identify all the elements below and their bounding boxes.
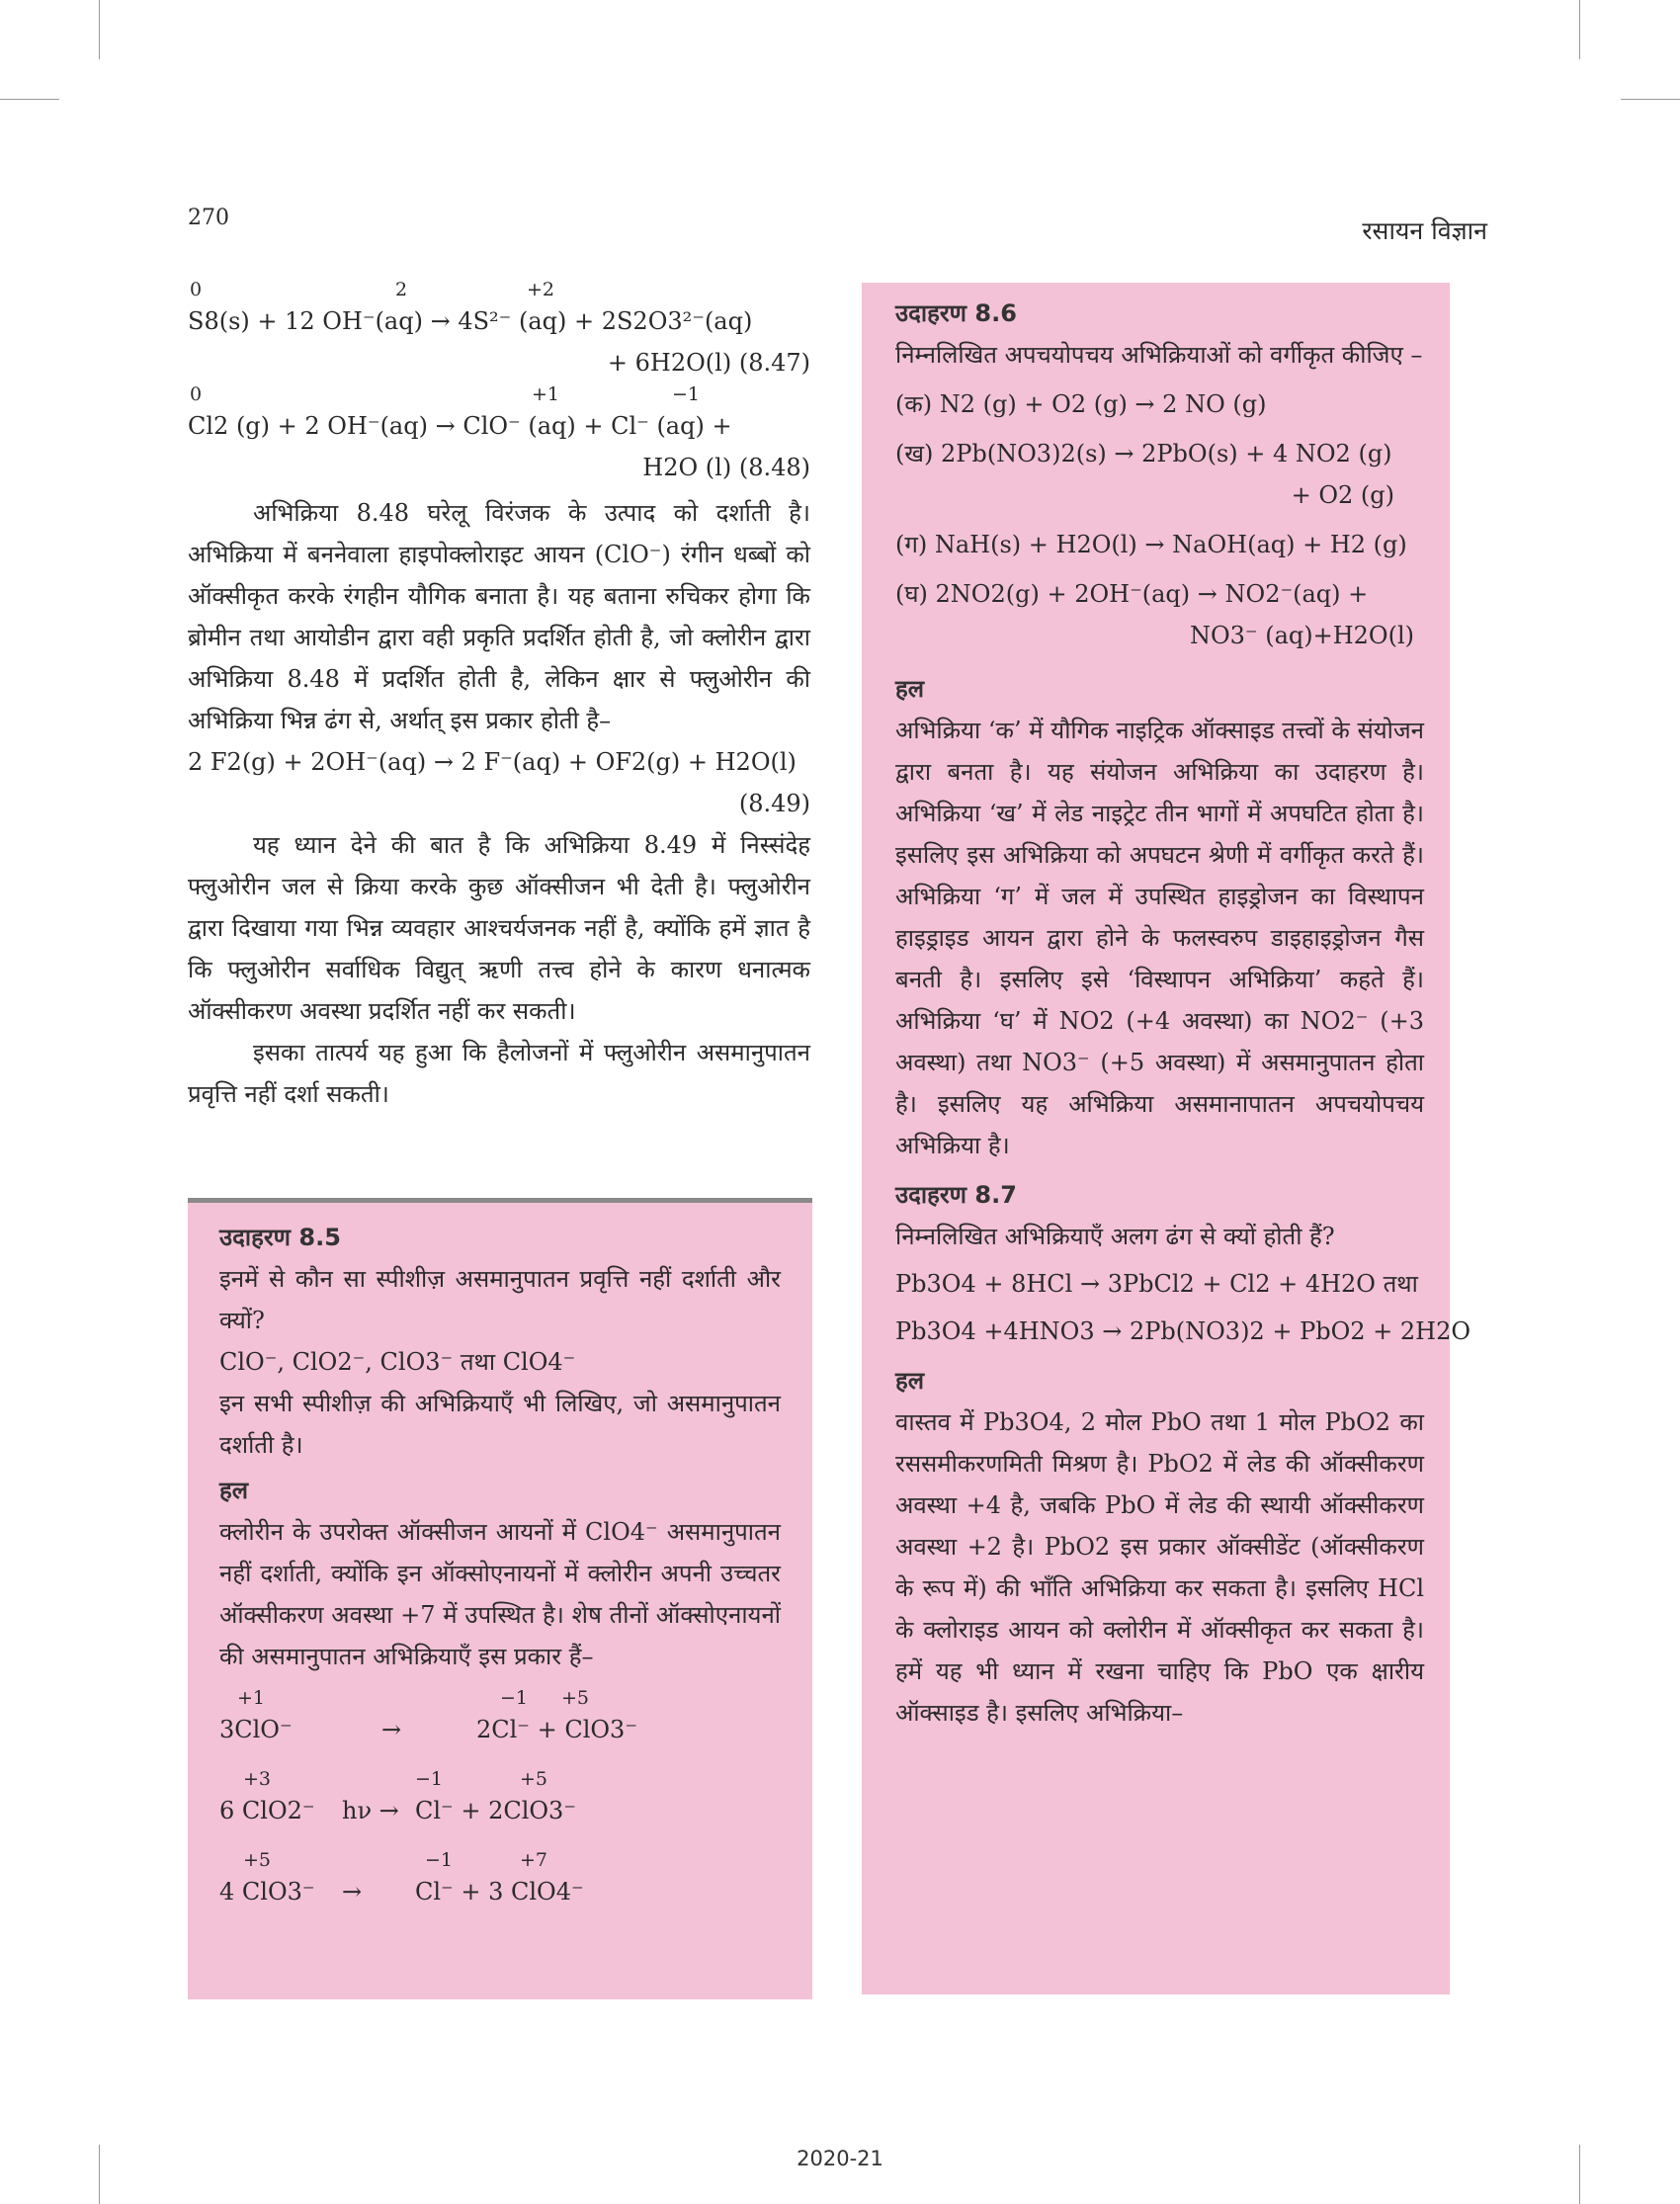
ox-state: +1	[237, 1687, 266, 1709]
footer-year: 2020-21	[797, 2147, 883, 2170]
ox-state: −1	[672, 383, 701, 405]
example-box-8-5	[188, 1198, 812, 1999]
ox-state: 0	[190, 279, 203, 300]
paragraph: यह ध्यान देने की बात है कि अभिक्रिया 8.49 में निस्संदेह फ्लुओरीन जल से क्रिया करके कुछ ऑक्सीजन भी देती है। फ्लुओरीन द्वारा दिखाया गया भिन्न व्यवहार आश्चर्यजनक नहीं है, क्योंकि हमें ज्ञात है कि फ्लुओरीन सर्वाधिक विद्युत् ऋणी तत्त्व होने के कारण धनात्मक ऑक्सीकरण अवस्था प्रदर्शित नहीं कर सकती।	[188, 831, 810, 1025]
reaction-lhs: 4 ClO3⁻	[219, 1878, 315, 1906]
reaction-arrow: hν →	[342, 1797, 399, 1824]
equation-8-49: 2 F2(g) + 2OH⁻(aq) → 2 F⁻(aq) + OF2(g) + H2O(l)	[188, 748, 797, 776]
reaction-row	[219, 1677, 781, 1758]
species-list: ClO⁻, ClO2⁻, ClO3⁻ तथा ClO4⁻	[219, 1348, 576, 1376]
reaction-rhs: 2Cl⁻ + ClO3⁻	[476, 1716, 637, 1743]
ox-state: +1	[532, 383, 560, 405]
example-question: निम्नलिखित अभिक्रियाएँ अलग ढंग से क्यों होती हैं?	[895, 1223, 1335, 1250]
ox-state: +2	[527, 279, 555, 300]
paragraph: इसका तात्पर्य यह हुआ कि हैलोजनों में फ्लुओरीन असमानुपातन प्रवृत्ति नहीं दर्शा सकती।	[188, 1039, 810, 1108]
equation-8-47	[188, 279, 810, 383]
reaction-arrow: →	[381, 1716, 402, 1743]
ox-state: +7	[520, 1849, 548, 1871]
reaction-arrow: →	[342, 1878, 363, 1906]
reaction-row	[219, 1839, 781, 1920]
example-question: निम्नलिखित अपचयोपचय अभिक्रियाओं को वर्गीकृत कीजिए –	[895, 341, 1423, 369]
ox-state: 0	[190, 383, 203, 405]
reaction-ga: (ग) NaH(s) + H2O(l) → NaOH(aq) + H2 (g)	[895, 531, 1407, 558]
ox-state: +5	[561, 1687, 590, 1709]
ox-state: +5	[243, 1849, 272, 1871]
reaction-lhs: 6 ClO2⁻	[219, 1797, 315, 1824]
example-title: उदाहरण 8.6	[895, 299, 1017, 327]
ox-state: −1	[415, 1768, 444, 1790]
crop-mark	[0, 99, 59, 100]
solution-text: अभिक्रिया ‘क’ में यौगिक नाइट्रिक ऑक्साइड तत्त्वों के संयोजन द्वारा बनता है। यह संयोजन अभिक्रिया का उदाहरण है। अभिक्रिया ‘ख’ में लेड नाइट्रेट तीन भागों में अपघटित होता है। इसलिए इस अभिक्रिया को अपघटन श्रेणी में वर्गीकृत करते हैं। अभिक्रिया ‘ग’ में जल में उपस्थित हाइड्रोजन का विस्थापन हाइड्राइड आयन द्वारा होने के फलस्वरुप डाइहाइड्रोजन गैस बनती है। इसलिए इसे ‘विस्थापन अभिक्रिया’ कहते हैं। अभिक्रिया ‘घ’ में NO2 (+4 अवस्था) का NO2⁻ (+3 अवस्था) तथा NO3⁻ (+5 अवस्था) में असमानुपातन होता है। इसलिए यह अभिक्रिया असमानापातन अपचयोपचय अभिक्रिया है।	[895, 717, 1424, 1159]
equation-8-48	[188, 383, 810, 488]
solution-text: वास्तव में Pb3O4, 2 मोल PbO तथा 1 मोल PbO2 का रससमीकरणमिती मिश्रण है। PbO2 में लेड की ऑक्सीकरण अवस्था +4 है, जबकि PbO में लेड की स्थायी ऑक्सीकरण अवस्था +2 है। PbO2 इस प्रकार ऑक्सीडेंट (ऑक्सीकरण के रूप में) की भाँति अभिक्रिया कर सकता है। इसलिए HCl के क्लोराइड आयन को क्लोरीन में ऑक्सीकृत कर सकता है। हमें यह भी ध्यान में रखना चाहिए कि PbO एक क्षारीय ऑक्साइड है। इसलिए अभिक्रिया–	[895, 1408, 1424, 1727]
reaction-rhs: Cl⁻ + 3 ClO4⁻	[415, 1878, 584, 1906]
equation-line: S8(s) + 12 OH⁻(aq) → 4S²⁻ (aq) + 2S2O3²⁻(aq)	[188, 307, 753, 335]
crop-mark	[1579, 0, 1580, 59]
page-number: 270	[188, 206, 229, 230]
crop-mark	[99, 0, 100, 59]
solution-label: हल	[895, 1367, 925, 1395]
reaction-row	[219, 1758, 781, 1839]
reaction-ka: (क) N2 (g) + O2 (g) → 2 NO (g)	[895, 390, 1267, 418]
crop-mark	[1621, 99, 1680, 100]
example-question: इन सभी स्पीशीज़ की अभिक्रियाएँ भी लिखिए, जो असमानुपातन दर्शाती है।	[219, 1390, 781, 1459]
equation-line: H2O (l) (8.48)	[642, 454, 810, 481]
reaction-gha-cont: NO3⁻ (aq)+H2O(l)	[1189, 622, 1414, 649]
reaction-line: Pb3O4 + 8HCl → 3PbCl2 + Cl2 + 4H2O तथा	[895, 1270, 1418, 1298]
paragraph: अभिक्रिया 8.48 घरेलू विरंजक के उत्पाद को दर्शाती है। अभिक्रिया में बननेवाला हाइपोक्लोराइट आयन (ClO⁻) रंगीन धब्बों को ऑक्सीकृत करके रंगहीन यौगिक बनाता है। यह बताना रुचिकर होगा कि ब्रोमीन तथा आयोडीन द्वारा वही प्रकृति प्रदर्शित होती है, जो क्लोरीन द्वारा अभिक्रिया 8.48 में प्रदर्शित होती है, लेकिन क्षार से फ्लुओरीन की अभिक्रिया भिन्न ढंग से, अर्थात् इस प्रकार होती है–	[188, 499, 810, 734]
ox-state: +3	[243, 1768, 272, 1790]
reaction-kha: (ख) 2Pb(NO3)2(s) → 2PbO(s) + 4 NO2 (g)	[895, 440, 1392, 467]
example-box-8-6-8-7	[862, 283, 1471, 1994]
ox-state: −1	[500, 1687, 529, 1709]
ox-state: 2	[395, 279, 408, 300]
ox-state: −1	[425, 1849, 454, 1871]
solution-label: हल	[219, 1477, 249, 1504]
reaction-line: Pb3O4 +4HNO3 → 2Pb(NO3)2 + PbO2 + 2H2O	[895, 1317, 1471, 1345]
solution-label: हल	[895, 675, 925, 703]
reaction-rhs: Cl⁻ + 2ClO3⁻	[415, 1797, 576, 1824]
example-title: उदाहरण 8.7	[895, 1181, 1017, 1209]
equation-line: Cl2 (g) + 2 OH⁻(aq) → ClO⁻ (aq) + Cl⁻ (aq) +	[188, 412, 732, 440]
reaction-kha-cont: + O2 (g)	[1291, 481, 1394, 509]
equation-number: (8.49)	[738, 790, 810, 817]
example-title: उदाहरण 8.5	[219, 1224, 341, 1251]
solution-text: क्लोरीन के उपरोक्त ऑक्सीजन आयनों में ClO4⁻ असमानुपातन नहीं दर्शाती, क्योंकि इन ऑक्सोएनायनों में क्लोरीन अपनी उच्चतर ऑक्सीकरण अवस्था +7 में उपस्थित है। शेष तीनों ऑक्सोएनायनों की असमानुपातन अभिक्रियाएँ इस प्रकार हैं–	[219, 1518, 781, 1670]
left-column	[188, 279, 810, 1115]
example-question: इनमें से कौन सा स्पीशीज़ असमानुपातन प्रवृत्ति नहीं दर्शाती और क्यों?	[219, 1265, 781, 1334]
reaction-gha: (घ) 2NO2(g) + 2OH⁻(aq) → NO2⁻(aq) +	[895, 580, 1369, 608]
reaction-lhs: 3ClO⁻	[219, 1716, 293, 1743]
equation-line: + 6H2O(l) (8.47)	[607, 349, 810, 377]
ox-state: +5	[520, 1768, 548, 1790]
running-title: रसायन विज्ञान	[1362, 216, 1487, 245]
